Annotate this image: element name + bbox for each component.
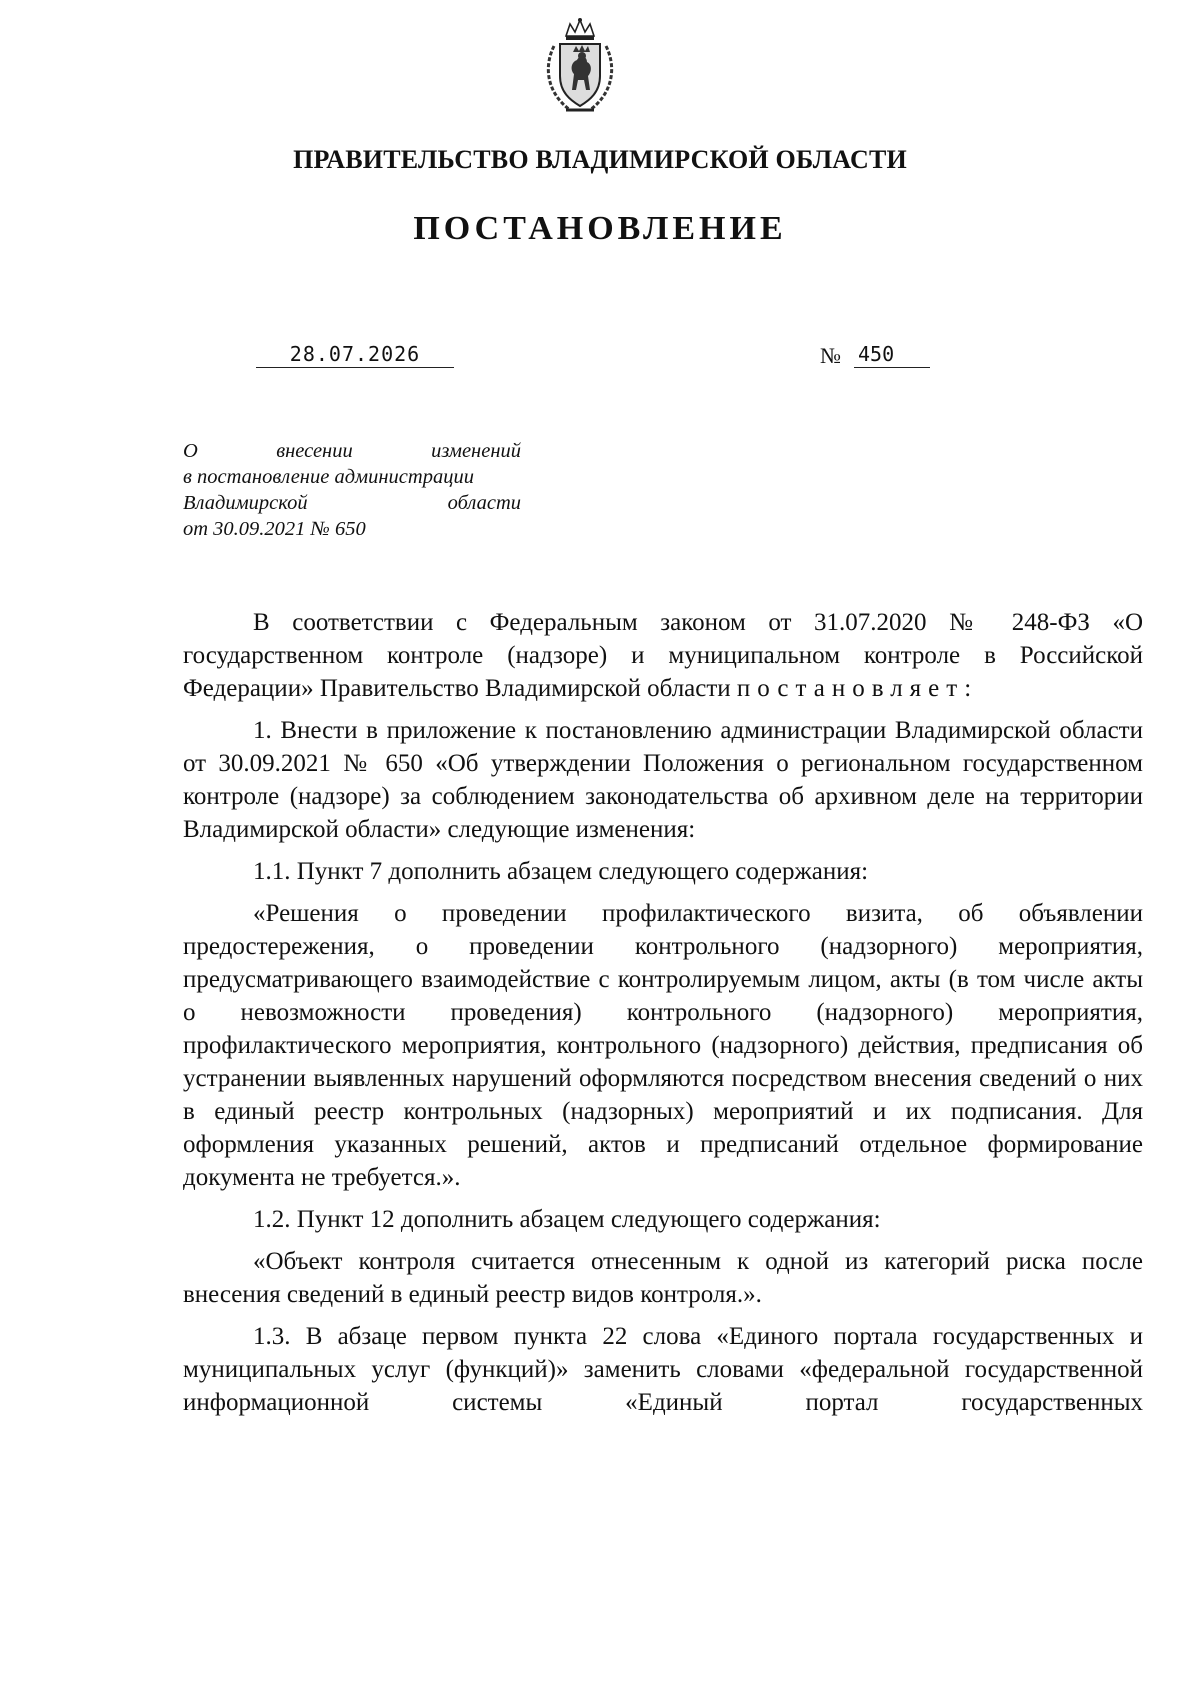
document-date: 28.07.2026 xyxy=(256,341,454,368)
decree-word: постановляет: xyxy=(736,675,979,702)
subject-word: Владимирской xyxy=(183,492,308,514)
preamble-text: В соответствии с Федеральным законом от 31.07.2020 № 248-ФЗ «О государственном контроле (надзоре) и муниципальном контроле в Российской Федерации» Правительство Владимирской области xyxy=(183,609,1143,702)
subject-word: внесении xyxy=(276,440,353,462)
subject-word: от 30.09.2021 № 650 xyxy=(183,518,366,540)
document-subject xyxy=(183,438,521,542)
item-1-1-quote: «Решения о проведении профилактического визита, об объявлении предостережения, о проведении контрольного (надзорного) мероприятия, предусматривающего взаимодействие с контролируемым лицом, акты (в том числе акты о невозможности проведения) контрольного (надзорного) мероприятия, профилактического мероприятия, контрольного (надзорного) действия, предписания об устранении выявленных нарушений оформляются посредством внесения сведений о них в единый реестр контрольных (надзорных) мероприятий и их подписания. Для оформления указанных решений, актов и предписаний отдельное формирование документа не требуется.». xyxy=(183,900,1143,1191)
subject-line xyxy=(183,464,521,490)
item-1-1: 1.1. Пункт 7 дополнить абзацем следующего содержания: xyxy=(253,858,869,885)
subject-line xyxy=(183,516,521,542)
subject-word: О xyxy=(183,440,198,462)
item-1-2: 1.2. Пункт 12 дополнить абзацем следующего содержания: xyxy=(253,1206,881,1233)
item-1-3: 1.3. В абзаце первом пункта 22 слова «Единого портала государственных и муниципальных услуг (функций)» заменить словами «федеральной государственной информационной системы «Единый портал государственных xyxy=(183,1323,1143,1416)
item-1: 1. Внести в приложение к постановлению администрации Владимирской области от 30.09.2021 № 650 «Об утверждении Положения о региональном государственном контроле (надзоре) за соблюдением законодательства об архивном деле на территории Владимирской области» следующие изменения: xyxy=(183,717,1143,843)
document-number-label: № xyxy=(820,343,841,368)
preamble-paragraph xyxy=(183,606,1143,705)
subject-word: области xyxy=(447,492,521,514)
subject-word: изменений xyxy=(431,440,521,462)
document-type-title: ПОСТАНОВЛЕНИЕ xyxy=(413,210,787,247)
document-body xyxy=(183,606,1143,1419)
item-1-2-quote: «Объект контроля считается отнесенным к одной из категорий риска после внесения сведений в единый реестр видов контроля.». xyxy=(183,1248,1143,1308)
subject-line xyxy=(183,438,521,464)
document-number: 450 xyxy=(854,341,930,368)
subject-word: в постановление администрации xyxy=(183,466,474,488)
subject-line xyxy=(183,490,521,516)
government-title: ПРАВИТЕЛЬСТВО ВЛАДИМИРСКОЙ ОБЛАСТИ xyxy=(293,145,907,174)
coat-of-arms-icon xyxy=(540,16,620,116)
